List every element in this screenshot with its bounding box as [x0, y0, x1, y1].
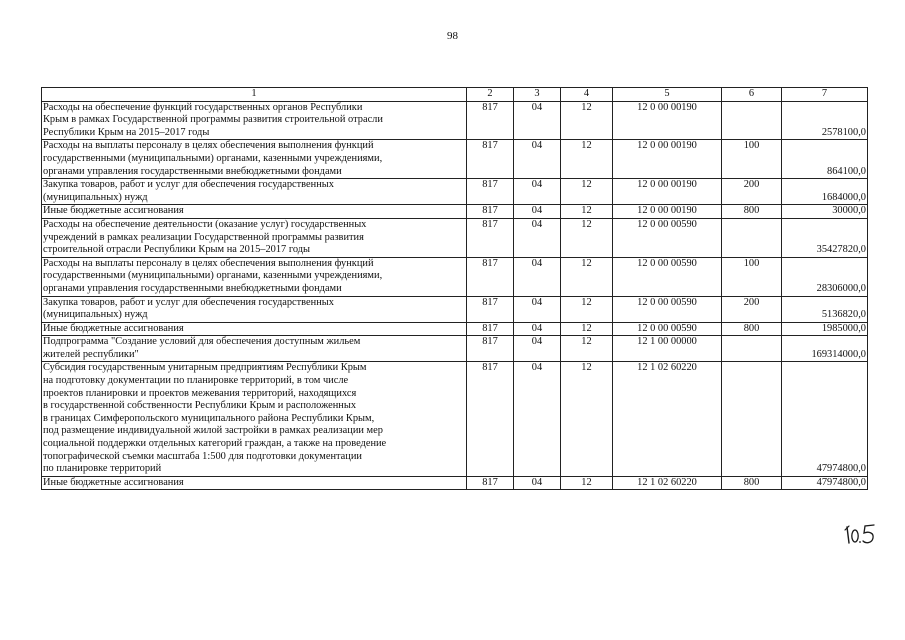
row-description-text: Иные бюджетные ассигнования	[43, 205, 184, 217]
row-expense-type	[722, 362, 782, 476]
row-description-text: Закупка товаров, работ и услуг для обеспечения государственных (муниципальных) нужд	[43, 179, 334, 203]
row-description	[42, 322, 467, 336]
row-admin-code: 817	[467, 140, 514, 179]
row-amount: 35427820,0	[782, 218, 868, 257]
row-admin-code: 817	[467, 476, 514, 490]
row-target-article: 12 0 00 00590	[613, 257, 722, 296]
row-subsection-code: 12	[561, 296, 613, 322]
row-admin-code: 817	[467, 257, 514, 296]
table-row	[42, 296, 868, 322]
row-amount: 864100,0	[782, 140, 868, 179]
table-row	[42, 476, 868, 490]
row-description-text: Иные бюджетные ассигнования	[43, 476, 184, 488]
row-subsection-code: 12	[561, 362, 613, 476]
row-target-article: 12 0 00 00190	[613, 205, 722, 219]
row-amount: 169314000,0	[782, 336, 868, 362]
row-target-article: 12 0 00 00590	[613, 322, 722, 336]
row-description	[42, 336, 467, 362]
table-row	[42, 362, 868, 476]
row-target-article: 12 0 00 00190	[613, 101, 722, 140]
row-admin-code: 817	[467, 179, 514, 205]
row-admin-code: 817	[467, 362, 514, 476]
row-expense-type: 200	[722, 296, 782, 322]
table-row	[42, 257, 868, 296]
row-expense-type: 200	[722, 179, 782, 205]
row-description-text: Расходы на обеспечение функций государственных органов Республики Крым в рамках Государственной программы развития строительной отрасли Республики Крым на 2015–2017 годы	[43, 101, 383, 138]
row-section-code: 04	[514, 101, 561, 140]
page-number: 98	[447, 30, 458, 42]
row-target-article: 12 0 00 00190	[613, 179, 722, 205]
row-amount: 1684000,0	[782, 179, 868, 205]
column-header: 7	[782, 88, 868, 102]
row-section-code: 04	[514, 218, 561, 257]
row-expense-type: 100	[722, 257, 782, 296]
row-expense-type	[722, 336, 782, 362]
row-amount: 2578100,0	[782, 101, 868, 140]
row-section-code: 04	[514, 476, 561, 490]
row-subsection-code: 12	[561, 257, 613, 296]
column-header: 6	[722, 88, 782, 102]
row-description	[42, 296, 467, 322]
row-amount: 30000,0	[782, 205, 868, 219]
header-row	[42, 88, 868, 102]
row-admin-code: 817	[467, 101, 514, 140]
row-description-text: Закупка товаров, работ и услуг для обеспечения государственных (муниципальных) нужд	[43, 296, 334, 321]
row-target-article: 12 0 00 00190	[613, 140, 722, 179]
column-header: 1	[42, 88, 467, 102]
row-subsection-code: 12	[561, 476, 613, 490]
row-expense-type	[722, 101, 782, 140]
row-subsection-code: 12	[561, 218, 613, 257]
row-description	[42, 362, 467, 476]
row-section-code: 04	[514, 205, 561, 219]
row-description-text: Расходы на обеспечение деятельности (оказание услуг) государственных учреждений в рамках реализации Государственной программы развития строительной отрасли Республики Крым на 2015–2017 годы	[43, 218, 367, 256]
row-amount: 28306000,0	[782, 257, 868, 296]
row-section-code: 04	[514, 362, 561, 476]
row-target-article: 12 1 02 60220	[613, 362, 722, 476]
row-amount: 1985000,0	[782, 322, 868, 336]
row-description-text: Иные бюджетные ассигнования	[43, 322, 184, 334]
row-subsection-code: 12	[561, 101, 613, 140]
row-section-code: 04	[514, 322, 561, 336]
row-description	[42, 476, 467, 490]
row-description	[42, 140, 467, 179]
row-subsection-code: 12	[561, 179, 613, 205]
table-row	[42, 336, 868, 362]
row-amount: 5136820,0	[782, 296, 868, 322]
row-admin-code: 817	[467, 322, 514, 336]
table-row	[42, 322, 868, 336]
row-amount: 47974800,0	[782, 476, 868, 490]
row-expense-type: 800	[722, 322, 782, 336]
row-description	[42, 218, 467, 257]
row-description	[42, 205, 467, 219]
row-description-text: Расходы на выплаты персоналу в целях обеспечения выполнения функций государственными (муниципальными) органами, казенными учреждениями, органами управления государственными внебюджетными фондами	[43, 140, 383, 177]
row-description	[42, 101, 467, 140]
row-admin-code: 817	[467, 296, 514, 322]
row-admin-code: 817	[467, 218, 514, 257]
column-header: 3	[514, 88, 561, 102]
row-amount: 47974800,0	[782, 362, 868, 476]
row-section-code: 04	[514, 140, 561, 179]
table-row	[42, 218, 868, 257]
row-expense-type: 100	[722, 140, 782, 179]
row-admin-code: 817	[467, 205, 514, 219]
row-subsection-code: 12	[561, 205, 613, 219]
row-subsection-code: 12	[561, 336, 613, 362]
row-target-article: 12 0 00 00590	[613, 296, 722, 322]
row-expense-type	[722, 218, 782, 257]
row-description-text: Субсидия государственным унитарным предприятиям Республики Крым на подготовку документации по планировке территорий, в том числе проектов планировки и проектов межевания территорий, находящихся в государственной собственности Республики Крым и расположенных в границах Симферопольского муниципального района Республики Крым, под размещение индивидуальной жилой застройки в рамках реализации мер социальной поддержки отдельных категорий граждан, а также на проведение топографической съемки масштаба 1:500 для подготовки документации по планировке территорий	[43, 362, 387, 475]
row-description-text: Подпрограмма "Создание условий для обеспечения доступным жильем жителей республики"	[43, 336, 361, 360]
row-subsection-code: 12	[561, 140, 613, 179]
table-row	[42, 101, 868, 140]
table-row	[42, 179, 868, 205]
row-section-code: 04	[514, 257, 561, 296]
row-description	[42, 257, 467, 296]
row-target-article: 12 0 00 00590	[613, 218, 722, 257]
row-description-text: Расходы на выплаты персоналу в целях обеспечения выполнения функций государственными (муниципальными) органами, казенными учреждениями, органами управления государственными внебюджетными фондами	[43, 257, 383, 294]
row-section-code: 04	[514, 336, 561, 362]
table-row	[42, 140, 868, 179]
row-target-article: 12 1 02 60220	[613, 476, 722, 490]
table-row	[42, 205, 868, 219]
row-description	[42, 179, 467, 205]
row-target-article: 12 1 00 00000	[613, 336, 722, 362]
row-section-code: 04	[514, 179, 561, 205]
row-expense-type: 800	[722, 476, 782, 490]
row-admin-code: 817	[467, 336, 514, 362]
handwritten-signature	[843, 521, 879, 547]
row-expense-type: 800	[722, 205, 782, 219]
column-header: 2	[467, 88, 514, 102]
row-section-code: 04	[514, 296, 561, 322]
column-header: 4	[561, 88, 613, 102]
row-subsection-code: 12	[561, 322, 613, 336]
budget-table	[41, 87, 868, 490]
column-header: 5	[613, 88, 722, 102]
